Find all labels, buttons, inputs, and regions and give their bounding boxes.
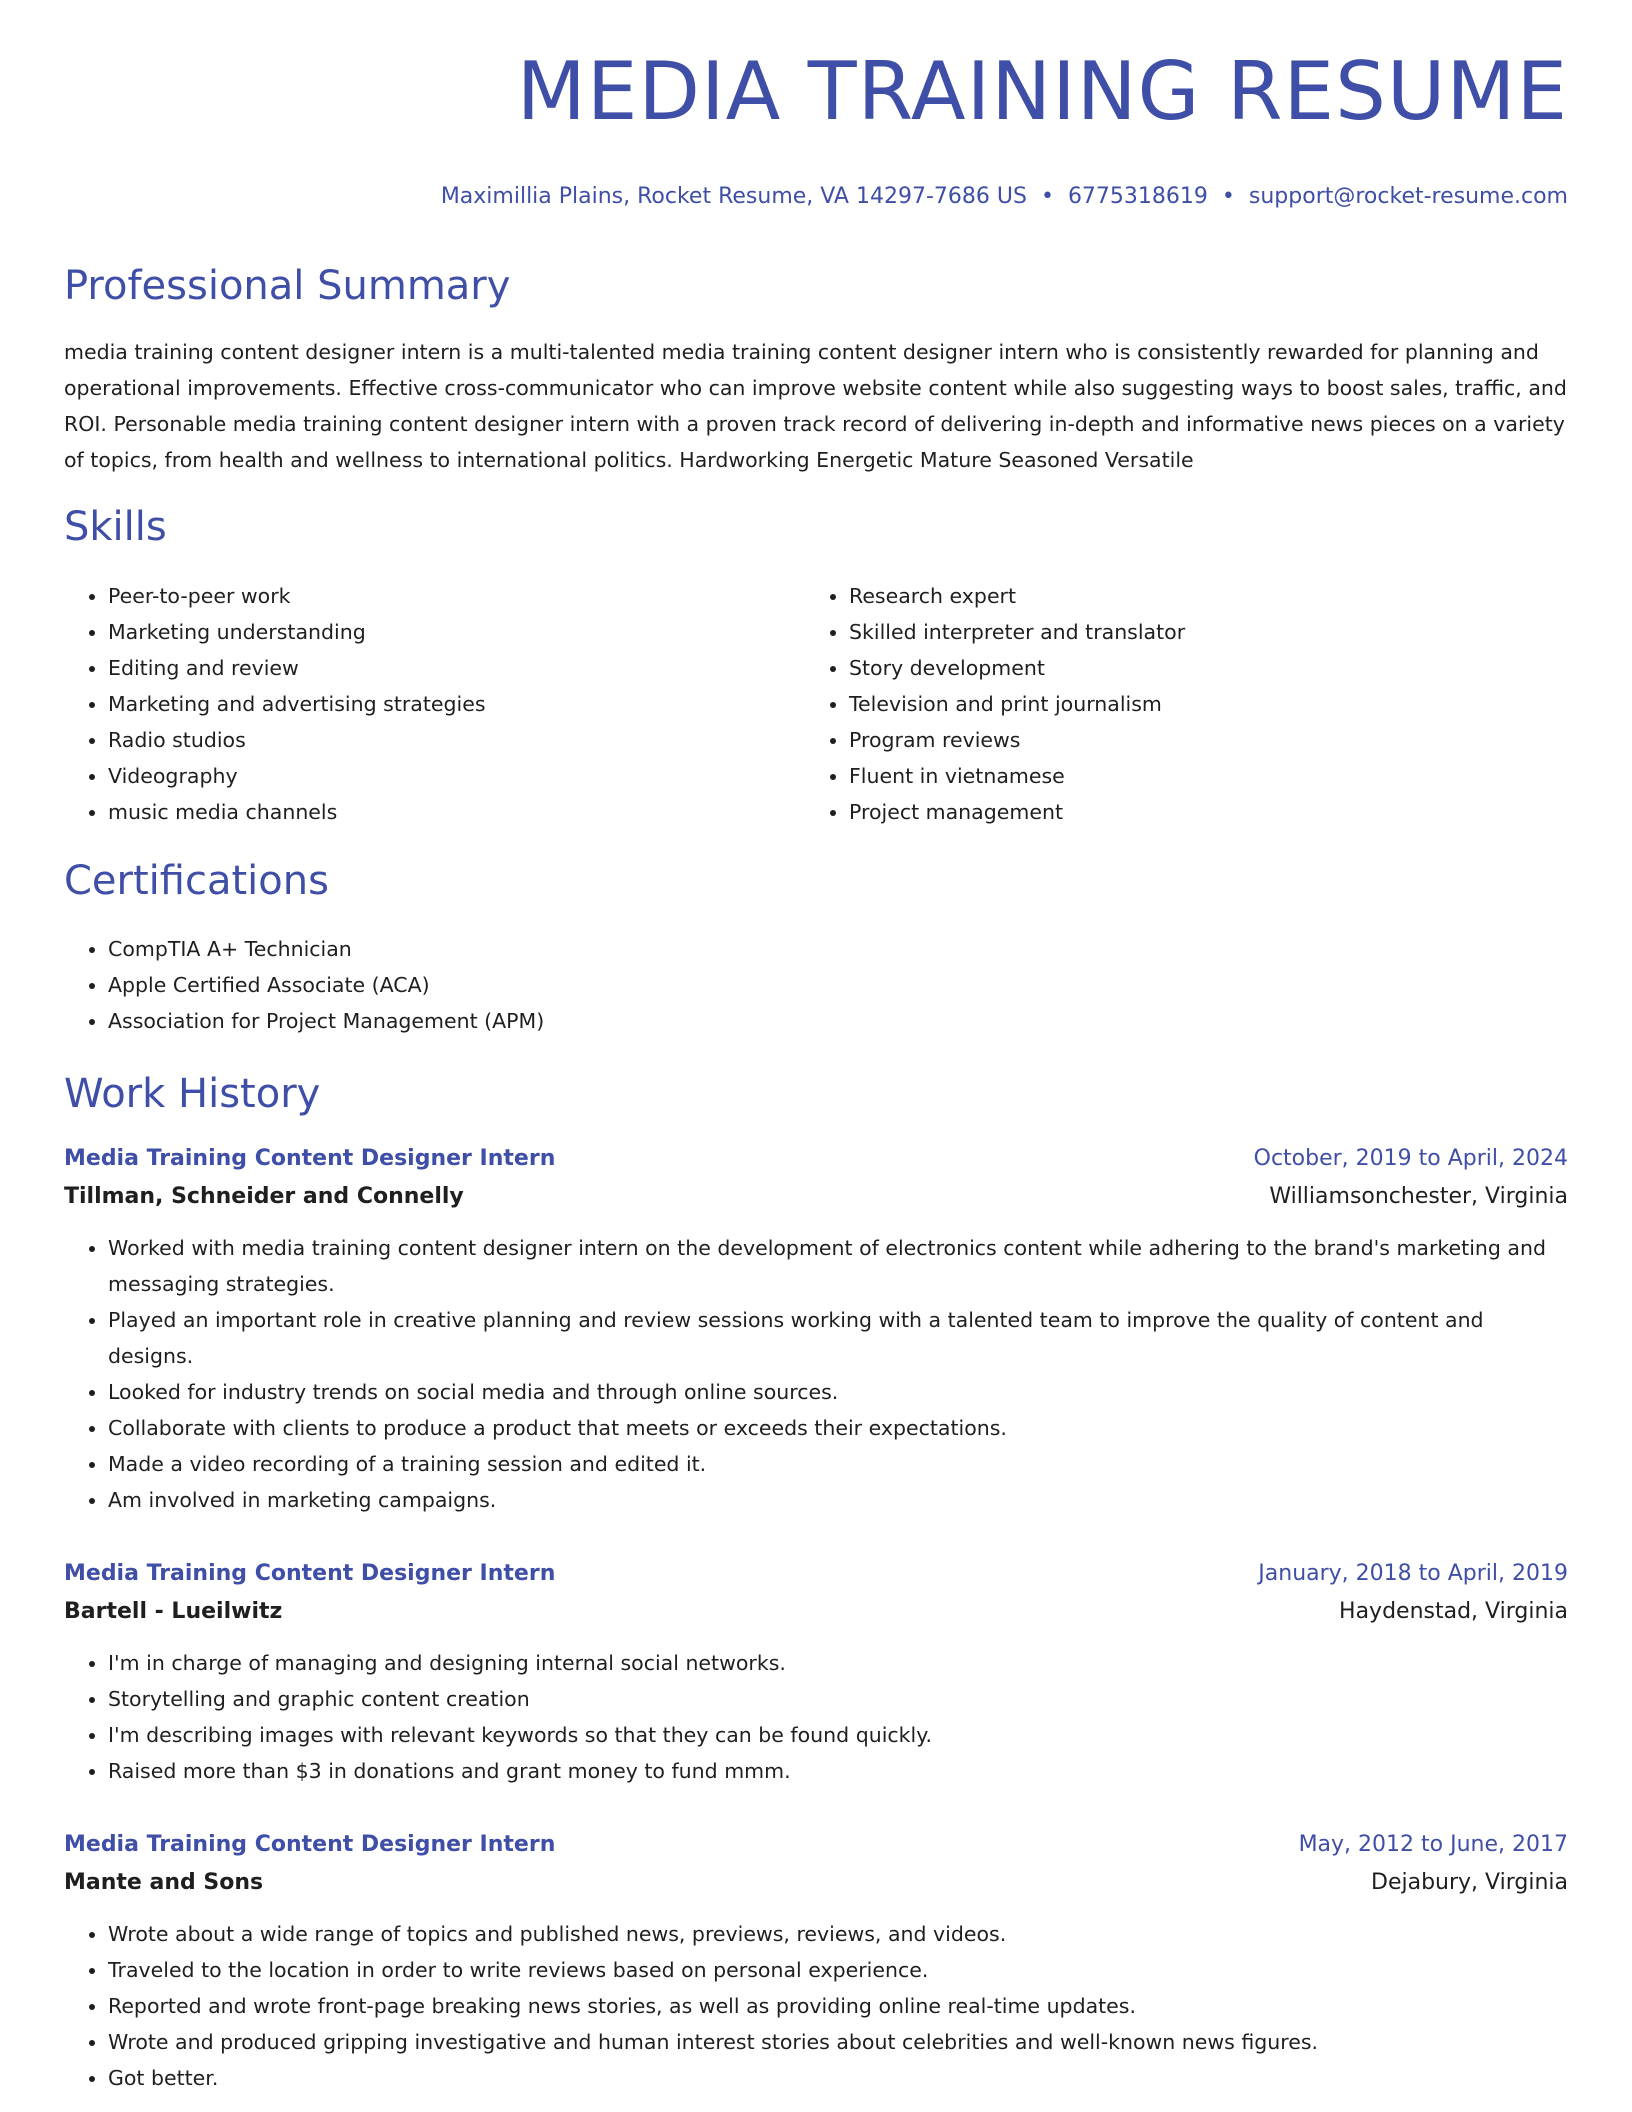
job-bullet: • Worked with media training content designer intern on the development of electronics content while adhering to the brand's marketing and messaging strategies. [108, 1230, 1568, 1302]
skill-item: • Skilled interpreter and translator [849, 614, 1525, 650]
certifications-heading: Certifications [64, 858, 329, 904]
summary-heading: Professional Summary [64, 263, 511, 309]
job-bullet-list [64, 1230, 1568, 1518]
job-bullet: • Played an important role in creative planning and review sessions working with a talented team to improve the quality of content and designs. [108, 1302, 1568, 1374]
job-company-row [64, 1178, 1568, 1216]
job-bullet: • Raised more than $3 in donations and grant money to fund mmm. [108, 1753, 1568, 1789]
resume-name: MEDIA TRAINING RESUME [516, 45, 1568, 138]
skill-item: • Marketing understanding [108, 614, 784, 650]
skill-item: • Radio studios [108, 722, 784, 758]
work-history-heading: Work History [64, 1071, 321, 1117]
contact-address: Maximillia Plains, Rocket Resume, VA 14297-7686 US [440, 184, 1027, 209]
contact-line [441, 182, 1568, 212]
job-bullet: • Traveled to the location in order to write reviews based on personal experience. [108, 1952, 1568, 1988]
job-bullet-list [64, 1916, 1568, 2096]
certification-item: • CompTIA A+ Technician [108, 931, 1064, 967]
certification-item: • Apple Certified Associate (ACA) [108, 967, 1064, 1003]
job-location: Williamsonchester, Virginia [1269, 1184, 1568, 1209]
skill-item: • Fluent in vietnamese [849, 758, 1525, 794]
job-bullet: • Storytelling and graphic content creation [108, 1681, 1568, 1717]
job-company-row [64, 1593, 1568, 1631]
job-bullet: • Collaborate with clients to produce a product that meets or exceeds their expectations. [108, 1410, 1568, 1446]
skill-item: • Research expert [849, 578, 1525, 614]
certifications-list-wrap [64, 931, 1064, 1039]
summary-text: media training content designer intern is a multi-talented media training content designer intern who is consistently rewarded for planning and operational improvements. Effective cross-communicator who can improve website content while also suggesting ways to boost sales, traffic, and ROI. Personable media training content designer intern with a proven track record of delivering in-depth and informative news pieces on a variety of topics, from health and wellness to international politics. Hardworking Energetic Mature Seasoned Versatile [64, 340, 1567, 472]
job-location: Haydenstad, Virginia [1339, 1599, 1568, 1624]
job-entry [64, 1826, 1568, 2096]
job-dates: January, 2018 to April, 2019 [1258, 1561, 1568, 1586]
skill-item: • Television and print journalism [849, 686, 1525, 722]
certifications-list [64, 931, 1064, 1039]
job-title-row [64, 1140, 1568, 1178]
job-bullet: • Wrote about a wide range of topics and published news, previews, reviews, and videos. [108, 1916, 1568, 1952]
job-bullet: • Am involved in marketing campaigns. [108, 1482, 1568, 1518]
job-bullet: • Reported and wrote front-page breaking news stories, as well as providing online real-time updates. [108, 1988, 1568, 2024]
skills-left-list [64, 578, 784, 830]
job-title: Media Training Content Designer Intern [64, 1832, 556, 1857]
job-dates: May, 2012 to June, 2017 [1298, 1832, 1568, 1857]
skills-right-list [805, 578, 1525, 830]
job-bullet: • Got better. [108, 2060, 1568, 2096]
job-company: Bartell - Lueilwitz [64, 1599, 283, 1624]
job-title: Media Training Content Designer Intern [64, 1561, 556, 1586]
job-company: Tillman, Schneider and Connelly [64, 1184, 464, 1209]
contact-email: support@rocket-resume.com [1248, 184, 1568, 209]
skills-heading: Skills [64, 504, 167, 550]
job-title-row [64, 1826, 1568, 1864]
job-bullet: • Wrote and produced gripping investigative and human interest stories about celebrities and well-known news figures. [108, 2024, 1568, 2060]
skill-item: • Program reviews [849, 722, 1525, 758]
job-title-row [64, 1555, 1568, 1593]
job-company: Mante and Sons [64, 1870, 264, 1895]
skill-item: • Project management [849, 794, 1525, 830]
job-bullet-list [64, 1645, 1568, 1789]
contact-separator: • [1040, 184, 1054, 209]
contact-separator: • [1221, 184, 1235, 209]
contact-phone: 6775318619 [1067, 184, 1208, 209]
job-dates: October, 2019 to April, 2024 [1253, 1146, 1568, 1171]
job-entry [64, 1555, 1568, 1789]
skill-item: • Story development [849, 650, 1525, 686]
job-title: Media Training Content Designer Intern [64, 1146, 556, 1171]
skill-item: • music media channels [108, 794, 784, 830]
skill-item: • Marketing and advertising strategies [108, 686, 784, 722]
job-bullet: • I'm in charge of managing and designing internal social networks. [108, 1645, 1568, 1681]
skills-left-column [64, 578, 784, 830]
job-bullet: • Looked for industry trends on social media and through online sources. [108, 1374, 1568, 1410]
skills-right-column [805, 578, 1525, 830]
job-company-row [64, 1864, 1568, 1902]
skill-item: • Videography [108, 758, 784, 794]
skill-item: • Editing and review [108, 650, 784, 686]
skill-item: • Peer-to-peer work [108, 578, 784, 614]
job-bullet: • Made a video recording of a training session and edited it. [108, 1446, 1568, 1482]
job-bullet: • I'm describing images with relevant keywords so that they can be found quickly. [108, 1717, 1568, 1753]
job-location: Dejabury, Virginia [1371, 1870, 1568, 1895]
job-entry [64, 1140, 1568, 1518]
certification-item: • Association for Project Management (APM) [108, 1003, 1064, 1039]
